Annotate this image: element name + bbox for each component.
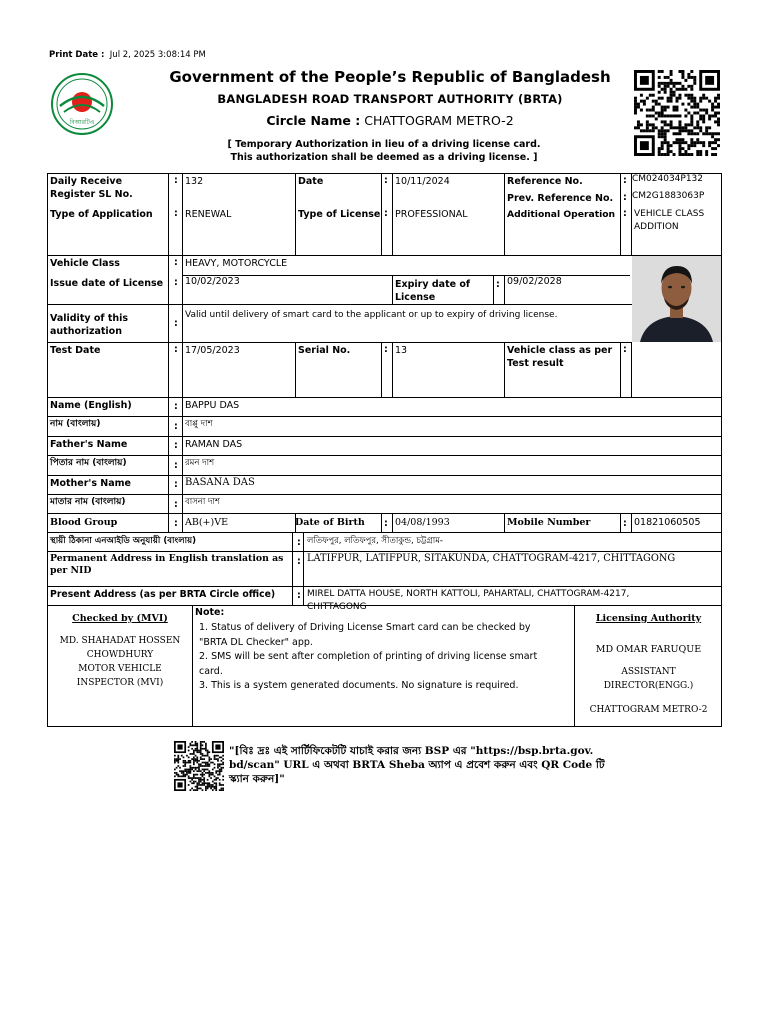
dob-value: 04/08/1993 (395, 517, 450, 528)
vehicle-test-label: Vehicle class as per Test result (507, 345, 613, 369)
table-row-line (47, 494, 722, 495)
mobile-label: Mobile Number (507, 517, 591, 528)
table-column-line (620, 342, 621, 397)
verification-note (229, 744, 609, 786)
name-bn-label: নাম (বাংলায়) (50, 419, 101, 429)
table-column-line (392, 342, 393, 397)
government-title: Government of the People’s Republic of Bangladesh (169, 68, 611, 86)
temp-line-1: [ Temporary Authorization in lieu of a driving license card. (227, 139, 541, 150)
table-column-line (392, 275, 393, 304)
table-column-line (631, 342, 632, 397)
table-row-line (47, 397, 722, 398)
mother-value: BASANA DAS (185, 477, 255, 488)
colon: : (297, 590, 301, 601)
test-date-value: 17/05/2023 (185, 345, 240, 356)
father-bn-label: পিতার নাম (বাংলায়) (50, 458, 127, 468)
checked-name-line-1: MD. SHAHADAT HOSSEN (59, 636, 181, 646)
vehicle-class-value: HEAVY, MOTORCYCLE (185, 258, 288, 269)
colon: : (174, 479, 178, 490)
colon: : (174, 518, 178, 529)
expiry-date-value: 09/02/2028 (507, 276, 562, 287)
table-row-line (47, 304, 632, 305)
mother-bn-label: মাতার নাম (বাংলায়) (50, 497, 126, 507)
qr-code-bottom (173, 741, 225, 791)
qr-code-top (632, 70, 722, 156)
table-row-line (182, 275, 630, 276)
type-application-value: RENEWAL (185, 209, 232, 220)
table-column-line (620, 513, 621, 532)
colon: : (174, 440, 178, 451)
temp-line-2: This authorization shall be deemed as a driving license. ] (230, 152, 538, 163)
colon: : (384, 208, 388, 219)
mobile-value: 01821060505 (634, 517, 701, 528)
father-bn-value: রমন দাশ (185, 458, 215, 468)
table-row-line (47, 255, 722, 256)
additional-operation-value: VEHICLE CLASS ADDITION (634, 209, 705, 232)
perm-bn-label: স্থায়ী ঠিকানা এনআইডি অনুযায়ী (বাংলায়) (50, 536, 197, 546)
table-column-line (292, 532, 293, 605)
svg-text:বিআরটিএ: বিআরটিএ (69, 119, 95, 126)
print-date (49, 50, 206, 60)
expiry-date-label: Expiry date of License (395, 279, 471, 303)
reference-label: Reference No. (507, 176, 583, 187)
colon: : (174, 460, 178, 471)
table-column-line (295, 342, 296, 397)
table-column-line (381, 173, 382, 255)
table-row-line (47, 342, 632, 343)
blood-value: AB(+)VE (185, 517, 229, 528)
table-row-line (47, 586, 722, 587)
test-date-label: Test Date (50, 345, 101, 356)
daily-register-label: Daily Receive Register SL No. (50, 176, 133, 200)
table-column-line (574, 605, 575, 727)
circle-name-value: CHATTOGRAM METRO-2 (364, 113, 514, 128)
colon: : (174, 175, 178, 186)
note-line-5: 3. This is a system generated documents. No signature is required. (199, 680, 519, 691)
type-application-label: Type of Application (50, 209, 153, 220)
serial-value: 13 (395, 345, 408, 356)
checked-by-title: Checked by (MVI) (72, 613, 168, 624)
additional-operation-label: Additional Operation (507, 209, 616, 220)
verification-line-3: স্ক্যান করুন]" (229, 773, 285, 785)
authority-title: BANGLADESH ROAD TRANSPORT AUTHORITY (BRTA) (217, 92, 563, 106)
table-column-line (631, 513, 632, 532)
father-value: RAMAN DAS (185, 439, 243, 450)
licensing-name: MD OMAR FARUQUE (595, 644, 702, 655)
table-column-line (392, 173, 393, 255)
prev-reference-value: CM2G1883063P (632, 191, 705, 201)
perm-en-label: Permanent Address in English translation as per NID (50, 553, 284, 576)
colon: : (174, 421, 178, 432)
name-en-value: BAPPU DAS (185, 400, 240, 411)
table-column-line (381, 513, 382, 532)
type-license-label: Type of License (298, 209, 381, 220)
checked-role-line-2: INSPECTOR (MVI) (76, 678, 164, 688)
present-label: Present Address (as per BRTA Circle office) (50, 589, 276, 600)
colon: : (174, 499, 178, 510)
colon: : (623, 192, 627, 203)
colon: : (384, 344, 388, 355)
name-bn-value: বাপ্পু দাশ (185, 419, 213, 429)
colon: : (174, 277, 178, 288)
table-column-line (504, 513, 505, 532)
perm-bn-value: লতিফপুর, লতিফপুর, সীতাকুন্ড, চট্টগ্রাম- (307, 536, 444, 546)
blood-label: Blood Group (50, 517, 118, 528)
dob-label: Date of Birth (295, 517, 365, 528)
licensing-role-line-1: ASSISTANT (621, 667, 676, 677)
table-column-line (392, 513, 393, 532)
licensing-circle: CHATTOGRAM METRO-2 (589, 705, 708, 715)
colon: : (623, 518, 627, 529)
date-value: 10/11/2024 (395, 176, 450, 187)
table-row-line (47, 475, 722, 476)
table-column-line (381, 342, 382, 397)
date-label: Date (298, 176, 324, 187)
mother-bn-value: বাসনা দাশ (185, 497, 221, 507)
table-column-line (493, 275, 494, 304)
print-date-label: Print Date : (49, 50, 105, 60)
applicant-photo (632, 256, 721, 342)
type-license-value: PROFESSIONAL (395, 209, 468, 220)
note-line-3: 2. SMS will be sent after completion of printing of driving license smart (199, 651, 538, 662)
checked-role-line-1: MOTOR VEHICLE (78, 664, 162, 674)
reference-value: CM024034P132 (632, 174, 704, 184)
circle-name-label: Circle Name : (266, 113, 361, 128)
present-value-line-1: MIREL DATTA HOUSE, NORTH KATTOLI, PAHARTALI, CHATTOGRAM-4217, (307, 589, 630, 599)
table-column-line (504, 342, 505, 397)
serial-label: Serial No. (298, 345, 351, 356)
note-line-1: 1. Status of delivery of Driving License Smart card can be checked by (199, 622, 531, 633)
print-date-value: Jul 2, 2025 3:08:14 PM (109, 50, 206, 60)
table-column-line (620, 173, 621, 255)
colon: : (623, 208, 627, 219)
present-value-line-2: CHITTAGONG (307, 602, 367, 612)
licensing-role-line-2: DIRECTOR(ENGG.) (603, 681, 694, 691)
checked-name-line-2: CHOWDHURY (86, 650, 154, 660)
note-title: Note: (195, 607, 225, 618)
licensing-authority-title: Licensing Authority (595, 613, 702, 624)
perm-en-value: LATIFPUR, LATIFPUR, SITAKUNDA, CHATTOGRAM-4217, CHITTAGONG (307, 553, 676, 564)
verification-line-1: "[বিঃ দ্রঃ এই সার্টিফিকেটটি যাচাই করার জন্য BSP এর "https://bsp.brta.gov. (229, 745, 594, 757)
colon: : (297, 537, 301, 548)
colon: : (297, 556, 301, 567)
colon: : (174, 208, 178, 219)
note-line-4: card. (199, 665, 223, 677)
name-en-label: Name (English) (50, 400, 132, 411)
colon: : (384, 518, 388, 529)
note-line-2: "BRTA DL Checker" app. (199, 636, 313, 648)
validity-label: Validity of this authorization (50, 313, 129, 337)
table-column-line (182, 173, 183, 532)
note-body (199, 621, 574, 694)
table-row-line (47, 436, 722, 437)
validity-value: Valid until delivery of smart card to the applicant or up to expiry of driving license. (185, 310, 558, 320)
colon: : (623, 175, 627, 186)
table-column-line (192, 605, 193, 727)
table-column-line (504, 275, 505, 304)
colon: : (174, 318, 178, 329)
daily-register-value: 132 (185, 176, 204, 187)
issue-date-label: Issue date of License (50, 278, 164, 289)
colon: : (623, 344, 627, 355)
father-label: Father's Name (50, 439, 128, 450)
table-column-line (295, 173, 296, 255)
colon: : (384, 175, 388, 186)
colon: : (496, 279, 500, 290)
table-column-line (303, 532, 304, 605)
table-row-line (47, 532, 722, 533)
checked-by-details (48, 634, 192, 690)
table-column-line (168, 173, 169, 532)
mother-label: Mother's Name (50, 478, 131, 489)
colon: : (174, 344, 178, 355)
issue-date-value: 10/02/2023 (185, 276, 240, 287)
colon: : (174, 257, 178, 268)
vehicle-class-label: Vehicle Class (50, 258, 120, 269)
colon: : (174, 401, 178, 412)
table-row-line (47, 455, 722, 456)
licensing-role (576, 665, 721, 693)
verification-line-2: bd/scan" URL এ অথবা BRTA Sheba অ্যাপ এ প্রবেশ করুন এবং QR Code টি (229, 759, 605, 771)
prev-reference-label: Prev. Reference No. (507, 193, 614, 204)
table-row-line (47, 605, 722, 606)
table-column-line (504, 173, 505, 255)
table-row-line (47, 416, 722, 417)
